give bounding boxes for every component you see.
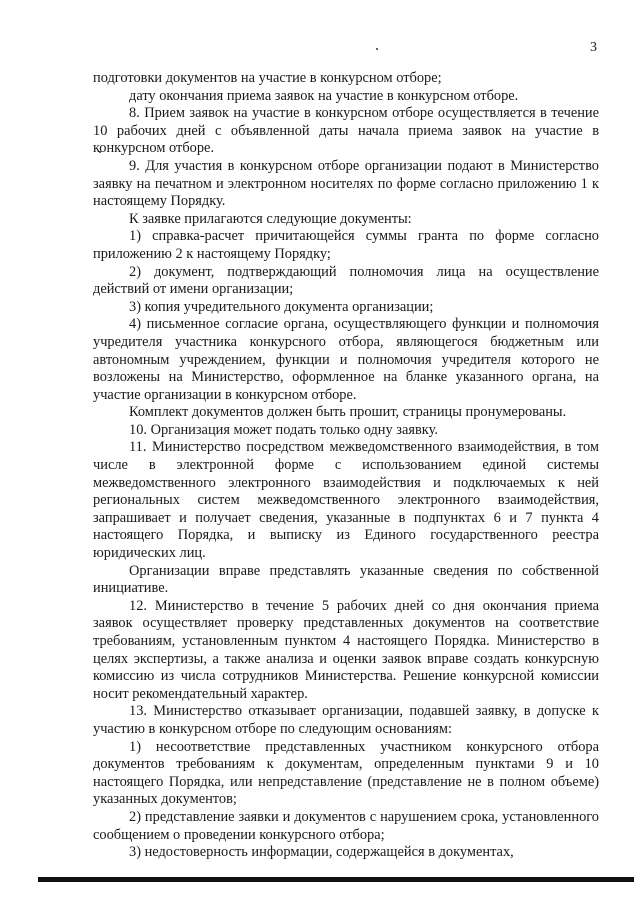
paragraph: 4) письменное согласие органа, осуществляющего функции и полномочия учредителя участника конкурсного отбора, являющегося бюджетным или автономным учреждением, функции и полномочия учредителя которого не возложены на Министерство, оформленное на бланке указанного органа, на участие организации в конкурсном отборе. [93,316,599,403]
paragraph: Организации вправе представлять указанные сведения по собственной инициативе. [93,562,599,597]
paragraph: 12. Министерство в течение 5 рабочих дней со дня окончания приема заявок осуществляет проверку представленных документов на соответствие требованиям, установленным пунктом 4 настоящего Порядка. Министерство в целях экспертизы, а также анализа и оценки заявок вправе создать конкурсную комиссию из числа сотрудников Министерства. Решение конкурсной комиссии носит рекомендательный характер. [93,597,599,702]
paragraph: Комплект документов должен быть прошит, страницы пронумерованы. [129,404,567,421]
paragraph: дату окончания приема заявок на участие в конкурсном отборе. [129,87,519,104]
paragraph: 1) несоответствие представленных участником конкурсного отбора документов требованиям к документам, определенным пунктами 9 и 10 настоящего Порядка, или непредставление (представление не в полном объеме) указанных документов; [93,738,599,808]
scan-speck [376,48,378,50]
paragraph: 10. Организация может подать только одну заявку. [129,421,438,438]
paragraph: 2) документ, подтверждающий полномочия лица на осуществление действий от имени организации; [93,263,599,298]
paragraph: подготовки документов на участие в конкурсном отборе; [93,70,442,86]
paragraph: 3) недостоверность информации, содержащейся в документах, [129,844,514,861]
paragraph: 3) копия учредительного документа организации; [129,298,434,315]
paragraph: 11. Министерство посредством межведомственного взаимодействия, в том числе в электронной форме с использованием единой системы межведомственного электронного взаимодействия и подключаемых к ней региональных систем межведомственного электронного взаимодействия, запрашивает и получает сведения, указанные в подпунктах 6 и 7 пункта 4 настоящего Порядка, и выписку из Единого государственного реестра юридических лиц. [93,439,599,562]
paragraph: 13. Министерство отказывает организации, подавшей заявку, в допуске к участию в конкурсном отборе по следующим основаниям: [93,703,599,737]
page-bottom-rule [38,877,634,882]
page-number: 3 [590,40,597,55]
paragraph: 1) справка-расчет причитающейся суммы гранта по форме согласно приложению 2 к настоящему Порядку; [93,228,599,262]
paragraph: 2) представление заявки и документов с нарушением срока, установленного сообщением о проведении конкурсного отбора; [93,808,599,843]
document-body [93,70,599,862]
paragraph: К заявке прилагаются следующие документы: [129,210,412,227]
paragraph: 8. Прием заявок на участие в конкурсном отборе осуществляется в течение 10 рабочих дней с объявленной даты начала приема заявок на участие в конкурсном отборе. [93,105,599,157]
paragraph: 9. Для участия в конкурсном отборе организации подают в Министерство заявку на печатном и электронном носителях по форме согласно приложению 1 к настоящему Порядку. [93,157,599,210]
